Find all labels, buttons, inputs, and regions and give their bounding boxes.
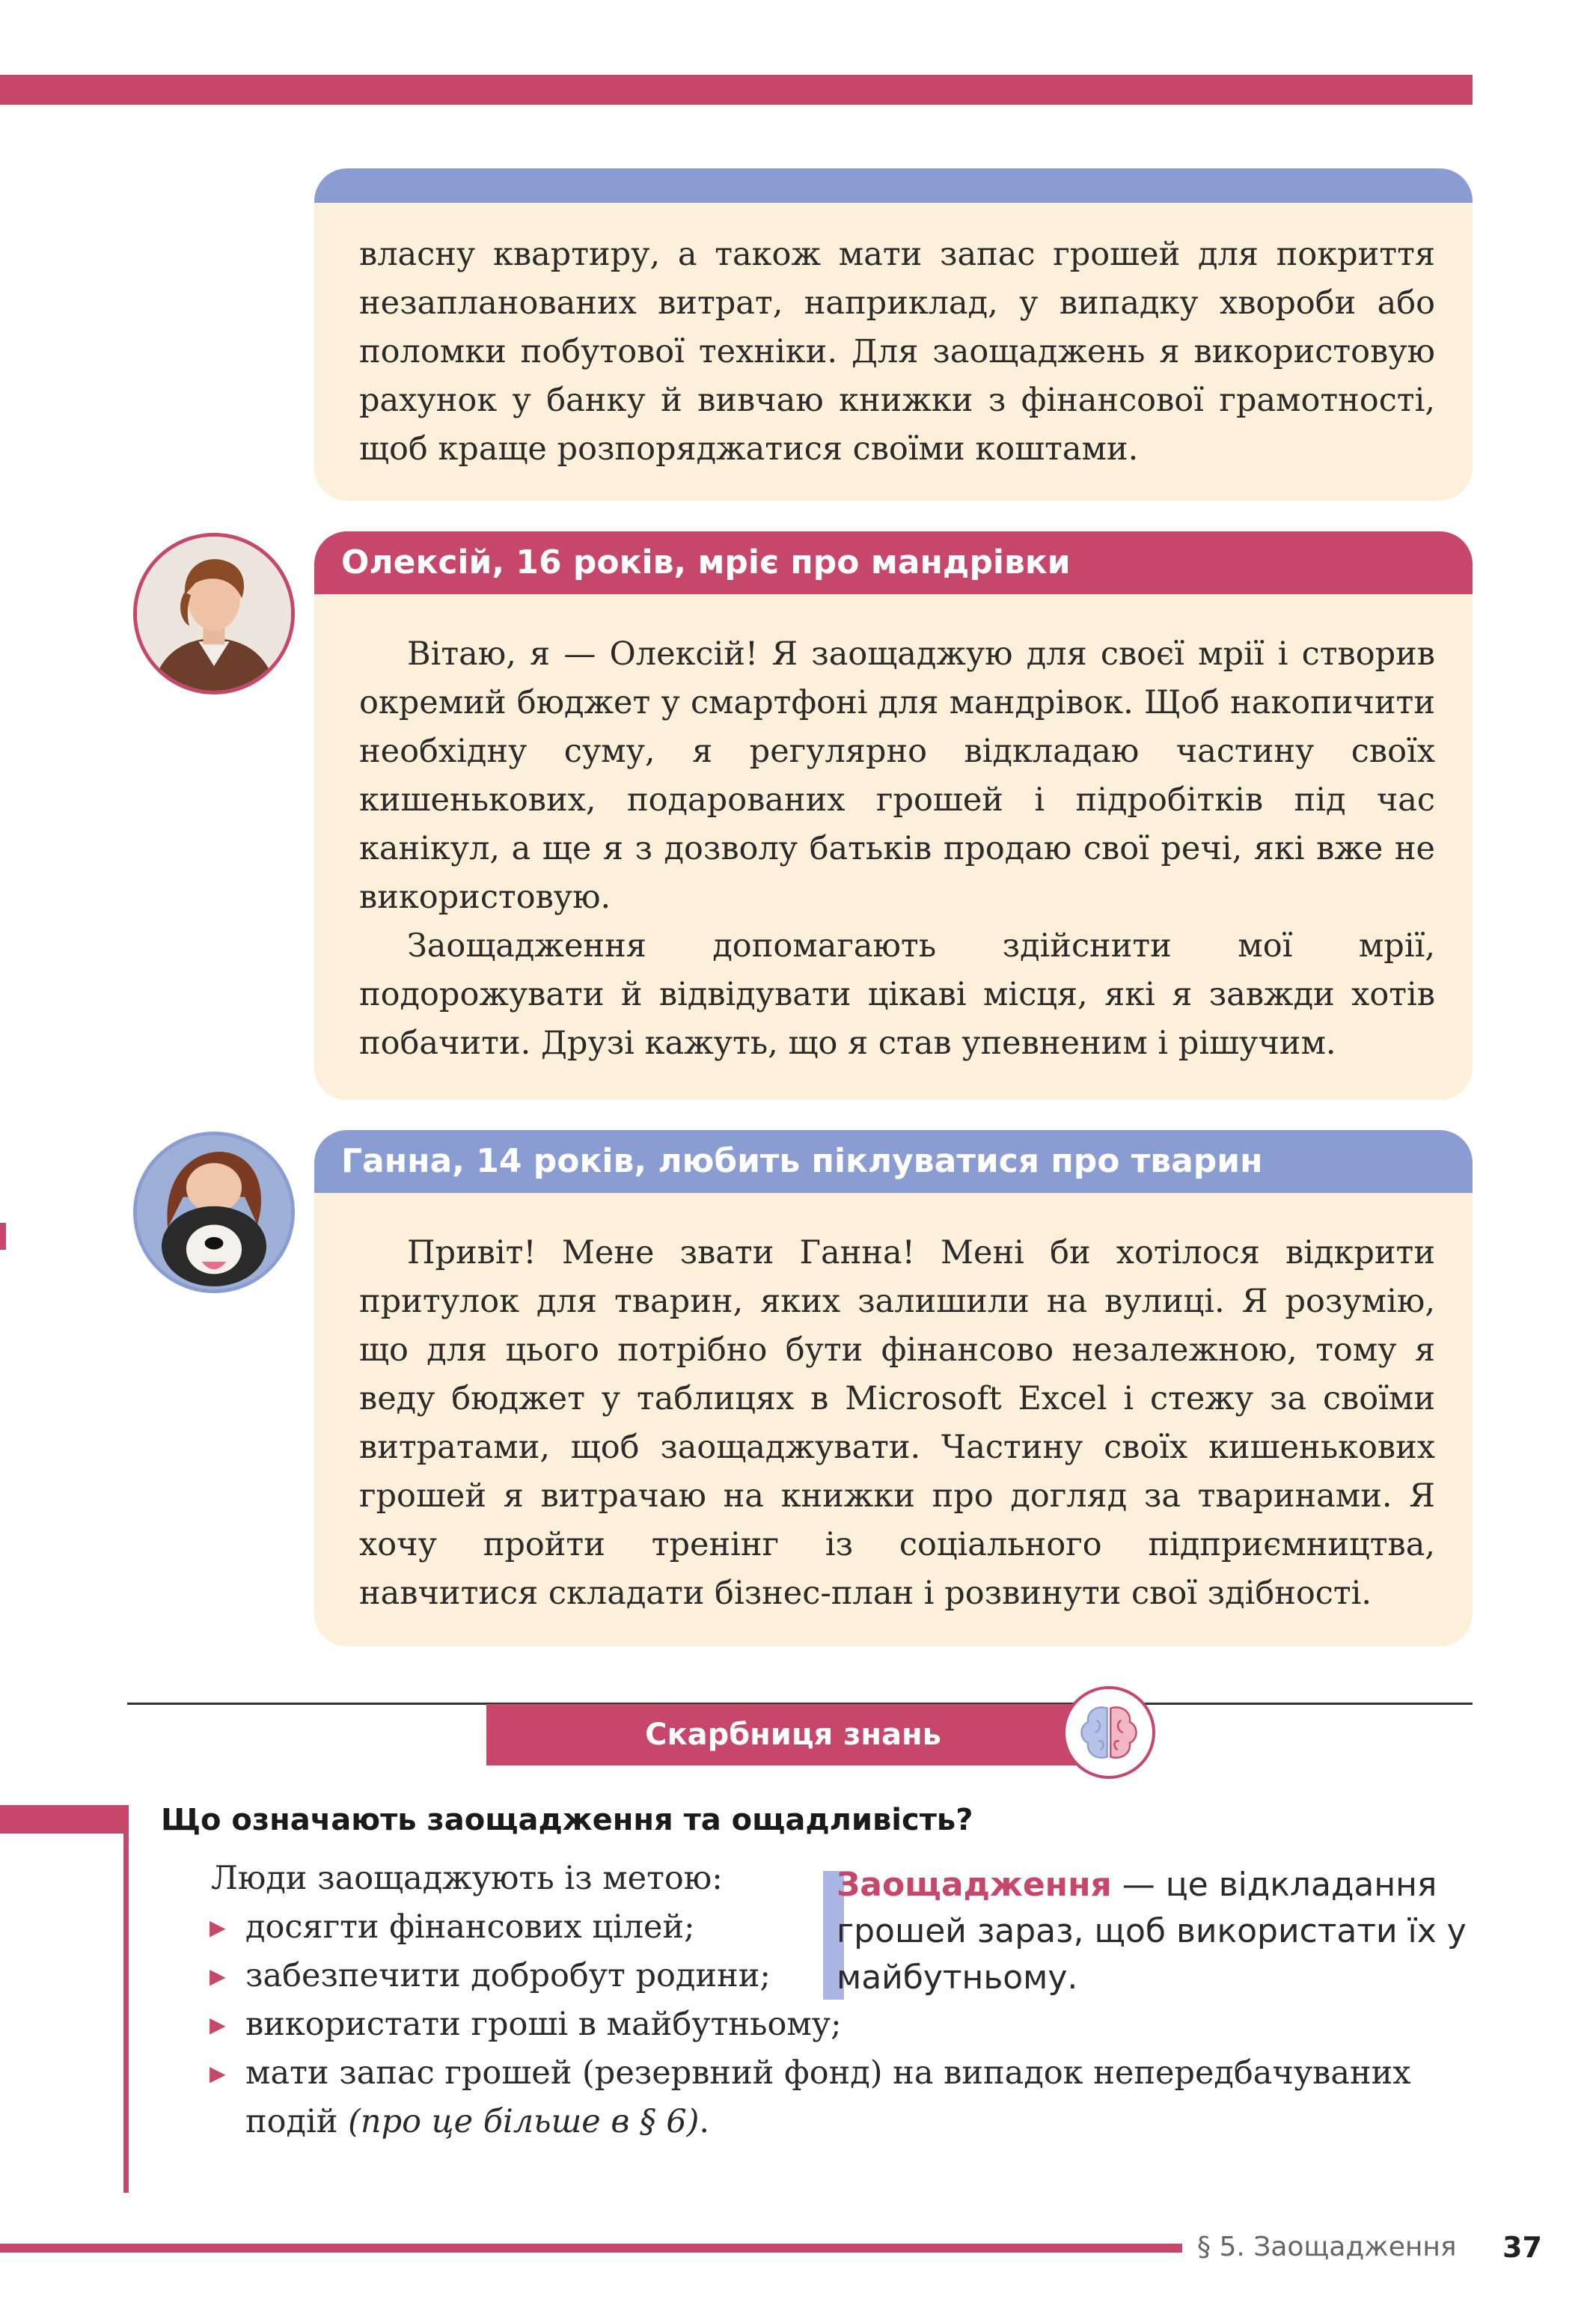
testimonial-card-hanna [314,1130,1473,1646]
card-header-strip [314,168,1473,203]
bullet-arrow-icon: ▶ [210,2012,226,2037]
section-accent-bar [0,1805,129,1834]
footer-bar [0,2244,1182,2253]
bullet-arrow-icon: ▶ [210,2061,226,2086]
purpose-intro: Люди заощаджують із метою: [211,1860,723,1897]
card-header [314,1130,1473,1193]
list-item-text: забезпечити добробут родини; [245,1957,771,1994]
top-banner-bar [0,75,1473,105]
portrait-boy-icon [137,537,291,691]
list-item [210,1952,844,2000]
section-accent-line [123,1805,129,2193]
list-item [210,2000,844,2049]
card-body [359,630,1435,1068]
footer-section-title: § 5. Заощадження [1197,2232,1457,2262]
list-item-end: . [699,2103,710,2140]
definition-box [837,1862,1480,2001]
bullet-arrow-icon: ▶ [210,1964,226,1988]
definition-text: — це відкладання грошей зараз, щоб використати їх у майбутньому. [837,1866,1467,1997]
portrait-girl-with-dog-icon [137,1135,291,1289]
card-paragraph: Вітаю, я — Олексій! Я заощаджую для своєї мрії і створив окремий бюджет у смартфоні для мандрівок. Щоб накопичити необхідну суму, я регулярно відкладаю частину своїх кишенькових, подарованих грошей і підробітків під час канікул, а ще я з дозволу батьків продаю свої речі, які вже не використовую. [359,635,1435,916]
page-number: 37 [1502,2231,1542,2264]
card-header [314,531,1473,594]
list-item [210,1903,844,1952]
card-body [359,1229,1435,1618]
brain-icon [1063,1686,1155,1779]
list-item-text: досягти фінансових цілей; [245,1908,695,1946]
testimonial-card-oleksii [314,531,1473,1100]
card-paragraph: Заощадження допомагають здійснити мої мрії, подорожувати й відвідувати цікаві місця, які я завжди хотів побачити. Друзі кажуть, що я став упевненим і рішучим. [359,927,1435,1062]
definition-term: Заощадження [837,1866,1112,1904]
cross-reference-note: (про це більше в § 6) [348,2103,700,2140]
card-body [359,231,1435,474]
testimonial-card-continued [314,168,1473,501]
avatar-oleksii [133,533,295,694]
list-item-text: використати гроші в майбутньому; [245,2006,842,2043]
knowledge-banner: Скарбниця знань [486,1704,1100,1765]
list-item [210,2049,1474,2146]
bullet-arrow-icon: ▶ [210,1915,226,1940]
card-title: Олексій, 16 років, мріє про мандрівки [341,543,1071,581]
side-margin-marker [0,1223,6,1250]
card-paragraph: Привіт! Мене звати Ганна! Мені би хотілося відкрити притулок для тварин, яких залишили на вулиці. Я розумію, що для цього потрібно бути фінансово незалежною, тому я веду бюджет у таблицях в Microsoft Excel і стежу за своїми витратами, щоб заощаджувати. Частину своїх кишенькових грошей я витрачаю на книжки про догляд за тваринами. Я хочу пройти тренінг із соціального підприємництва, навчитися складати бізнес-план і розвинути свої здібності. [359,1234,1435,1612]
avatar-hanna [133,1132,295,1293]
card-paragraph: власну квартиру, а також мати запас грошей для покриття незапланованих витрат, наприклад, у випадку хвороби або поломки побутової техніки. Для заощаджень я використовую рахунок у банку й вивчаю книжки з фінансової грамотності, щоб краще розпоряджатися своїми коштами. [359,236,1435,468]
section-question: Що означають заощадження та ощадливість? [161,1803,973,1837]
card-title: Ганна, 14 років, любить піклуватися про тварин [341,1142,1263,1180]
list-item-text: мати запас грошей (резервний фонд) на випадок непередбачуваних подій [245,2054,1411,2140]
